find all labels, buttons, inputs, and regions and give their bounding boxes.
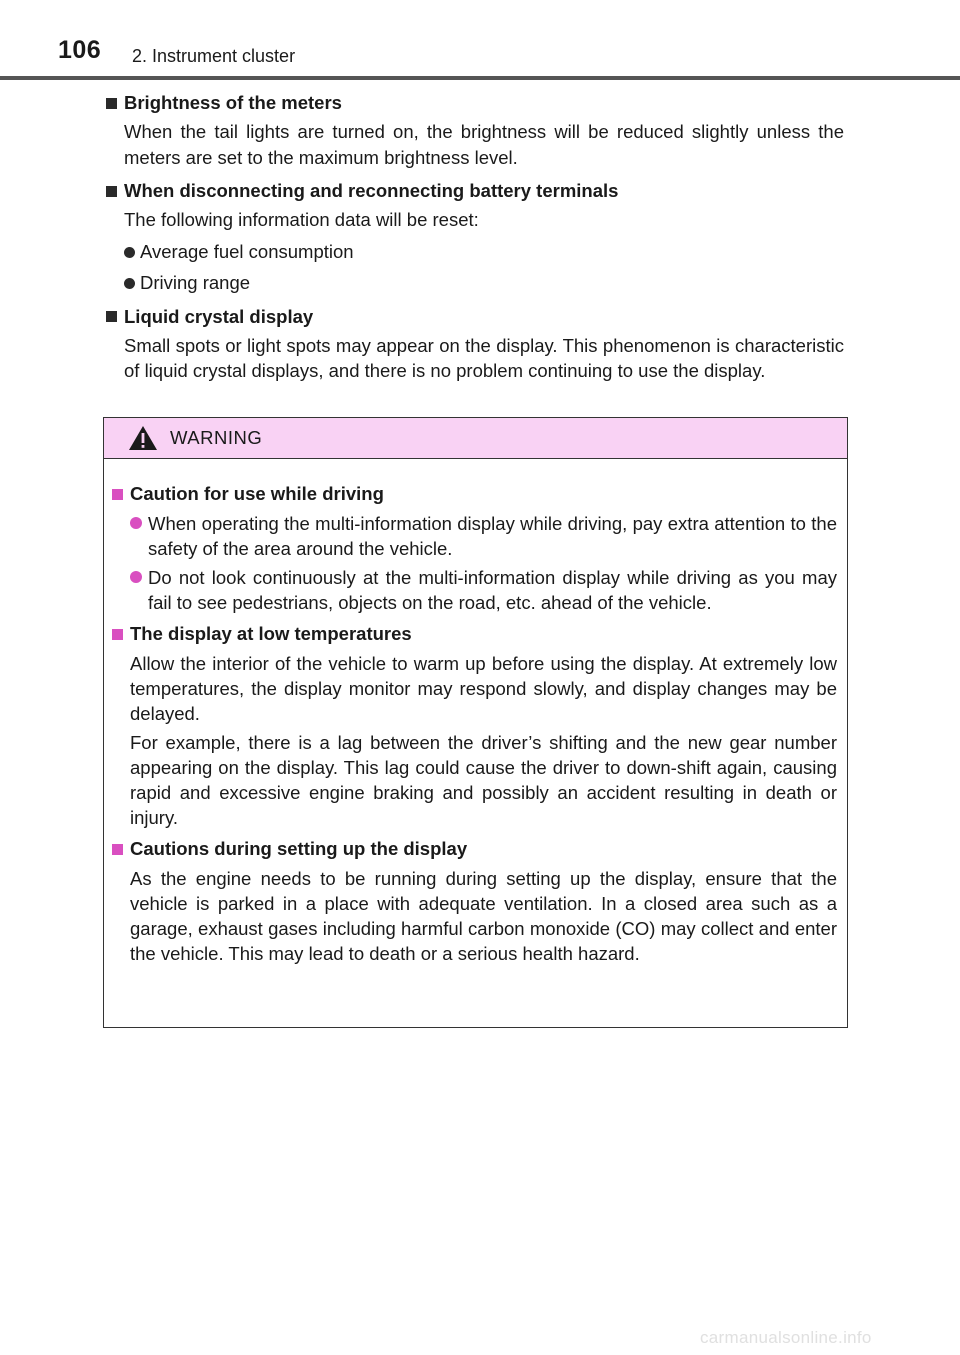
warning-section-title: Cautions during setting up the display (110, 836, 837, 862)
warning-body (104, 459, 847, 966)
list-item: Do not look continuously at the multi-information display while driving as you may fail to see pedestrians, objects on the road, etc. ahead of the vehicle. (130, 565, 837, 615)
warning-section-title: Caution for use while driving (110, 481, 837, 507)
chapter-title: 2. Instrument cluster (132, 46, 296, 66)
square-bullet-icon (112, 489, 123, 500)
section-title: Liquid crystal display (104, 304, 844, 330)
warning-paragraph: Allow the interior of the vehicle to warm up before using the display. At extremely low temperatures, the display monitor may respond slowly, and display changes may be delayed. (130, 653, 837, 724)
round-bullet-icon (124, 247, 135, 258)
list-item: When operating the multi-information display while driving, pay extra attention to the safety of the area around the vehicle. (130, 511, 837, 561)
warning-label: WARNING (170, 427, 263, 448)
warning-paragraph: As the engine needs to be running during setting up the display, ensure that the vehicle is parked in a place with adequate ventilation. In a closed area such as a garage, exhaust gases including harmful carbon monoxide (CO) may collect and enter the vehicle. This may lead to death or a serious health hazard. (130, 868, 837, 964)
round-bullet-icon (130, 571, 142, 583)
watermark: carmanualsonline.info (700, 1328, 872, 1347)
round-bullet-icon (124, 278, 135, 289)
list-item: Average fuel consumption (124, 239, 844, 265)
warning-section-driving (110, 481, 837, 615)
square-bullet-icon (112, 844, 123, 855)
warning-triangle-icon (128, 425, 158, 451)
section-paragraph: Small spots or light spots may appear on the display. This phenomenon is characteristic of liquid crystal displays, and there is no problem continuing to use the display. (124, 334, 844, 381)
section-paragraph: When the tail lights are turned on, the brightness will be reduced slightly unless the meters are set to the maximum brightness level. (124, 121, 844, 168)
warning-section-setup (110, 836, 837, 966)
warning-box (103, 417, 848, 1028)
warning-section-low-temp (110, 621, 837, 830)
header-rule (0, 76, 960, 80)
section-brightness (104, 90, 844, 170)
page-header (0, 0, 960, 80)
section-title: Brightness of the meters (104, 90, 844, 116)
square-bullet-icon (112, 629, 123, 640)
square-bullet-icon (106, 98, 117, 109)
page-number: 106 (58, 36, 102, 64)
section-paragraph: The following information data will be reset: (124, 209, 479, 230)
main-content (104, 90, 844, 392)
square-bullet-icon (106, 186, 117, 197)
list-item: Driving range (124, 270, 844, 296)
square-bullet-icon (106, 311, 117, 322)
warning-header (104, 418, 847, 459)
warning-section-title: The display at low temperatures (110, 621, 837, 647)
round-bullet-icon (130, 517, 142, 529)
section-title: When disconnecting and reconnecting battery terminals (104, 178, 844, 204)
section-lcd (104, 304, 844, 384)
warning-paragraph: For example, there is a lag between the driver’s shifting and the new gear number appearing on the display. This lag could cause the driver to down-shift again, causing rapid and excessive engine braking and possibly an accident resulting in death or injury. (130, 732, 837, 828)
section-battery (104, 178, 844, 296)
